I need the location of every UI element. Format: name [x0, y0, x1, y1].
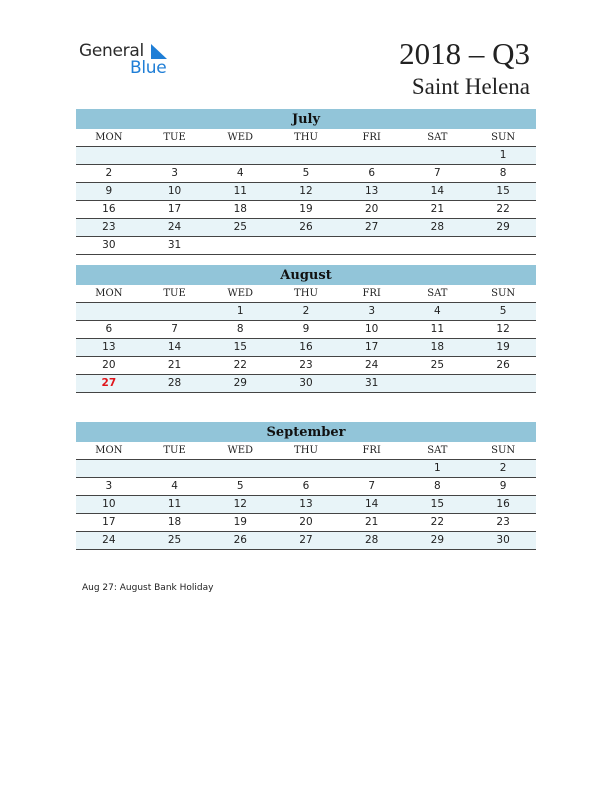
day-cell: 29	[207, 375, 273, 393]
day-cell: 30	[273, 375, 339, 393]
weekday-header-row	[76, 442, 536, 460]
day-cell: 15	[207, 339, 273, 357]
day-cell	[76, 303, 142, 321]
week-row	[76, 375, 536, 393]
day-cell: 10	[142, 183, 208, 201]
day-cell	[273, 460, 339, 478]
page-title: 2018 – Q3	[399, 36, 530, 71]
week-row	[76, 460, 536, 478]
day-cell: 19	[273, 201, 339, 219]
brand-logo	[79, 41, 179, 81]
day-cell: 27	[273, 532, 339, 550]
month-august	[76, 265, 536, 393]
week-row	[76, 219, 536, 237]
weekday-label: WED	[207, 285, 273, 303]
day-cell: 4	[405, 303, 471, 321]
day-cell	[405, 147, 471, 165]
day-cell: 28	[142, 375, 208, 393]
day-cell: 10	[76, 496, 142, 514]
week-row	[76, 147, 536, 165]
weekday-label: TUE	[142, 285, 208, 303]
day-cell: 11	[142, 496, 208, 514]
day-cell: 21	[339, 514, 405, 532]
day-cell: 8	[207, 321, 273, 339]
day-cell: 25	[405, 357, 471, 375]
day-cell: 17	[339, 339, 405, 357]
month-grid	[76, 129, 536, 255]
week-row	[76, 514, 536, 532]
week-row	[76, 357, 536, 375]
day-cell	[142, 303, 208, 321]
weekday-label: THU	[273, 442, 339, 460]
day-cell	[273, 237, 339, 255]
day-cell	[142, 147, 208, 165]
day-cell: 20	[273, 514, 339, 532]
day-cell: 18	[405, 339, 471, 357]
brand-blue-text: Blue	[130, 58, 167, 78]
day-cell: 28	[405, 219, 471, 237]
day-cell: 9	[76, 183, 142, 201]
weekday-header-row	[76, 285, 536, 303]
day-cell: 1	[207, 303, 273, 321]
day-cell: 14	[339, 496, 405, 514]
day-cell: 8	[405, 478, 471, 496]
day-cell: 14	[405, 183, 471, 201]
day-cell: 20	[76, 357, 142, 375]
day-cell: 9	[470, 478, 536, 496]
day-cell: 12	[207, 496, 273, 514]
day-cell: 26	[207, 532, 273, 550]
day-cell	[76, 147, 142, 165]
day-cell: 17	[76, 514, 142, 532]
day-cell: 3	[142, 165, 208, 183]
country-name: Saint Helena	[411, 74, 530, 99]
day-cell: 14	[142, 339, 208, 357]
day-cell	[339, 147, 405, 165]
day-cell: 24	[76, 532, 142, 550]
day-cell	[273, 147, 339, 165]
week-row	[76, 532, 536, 550]
day-cell	[405, 237, 471, 255]
weekday-label: MON	[76, 285, 142, 303]
week-row	[76, 339, 536, 357]
day-cell	[207, 147, 273, 165]
day-cell: 28	[339, 532, 405, 550]
day-cell: 22	[405, 514, 471, 532]
day-cell: 3	[339, 303, 405, 321]
day-cell	[207, 237, 273, 255]
day-cell: 26	[273, 219, 339, 237]
day-cell	[470, 237, 536, 255]
month-grid	[76, 442, 536, 550]
day-cell: 16	[470, 496, 536, 514]
weekday-label: SAT	[405, 442, 471, 460]
week-row	[76, 496, 536, 514]
weekday-label: FRI	[339, 129, 405, 147]
weekday-label: SAT	[405, 129, 471, 147]
day-cell: 7	[339, 478, 405, 496]
month-grid	[76, 285, 536, 393]
day-cell: 17	[142, 201, 208, 219]
day-cell: 24	[339, 357, 405, 375]
day-cell: 18	[207, 201, 273, 219]
day-cell: 21	[405, 201, 471, 219]
day-cell: 30	[76, 237, 142, 255]
week-row	[76, 303, 536, 321]
weekday-label: SUN	[470, 442, 536, 460]
day-cell: 11	[405, 321, 471, 339]
day-cell	[405, 375, 471, 393]
day-cell: 5	[207, 478, 273, 496]
month-july	[76, 109, 536, 255]
month-title: September	[76, 422, 536, 442]
day-cell: 23	[76, 219, 142, 237]
month-title: July	[76, 109, 536, 129]
day-cell: 25	[207, 219, 273, 237]
day-cell	[470, 375, 536, 393]
week-row	[76, 165, 536, 183]
weekday-label: WED	[207, 129, 273, 147]
day-cell: 2	[76, 165, 142, 183]
day-cell: 7	[405, 165, 471, 183]
day-cell: 27	[339, 219, 405, 237]
day-cell: 19	[207, 514, 273, 532]
day-cell: 1	[470, 147, 536, 165]
day-cell: 26	[470, 357, 536, 375]
day-cell	[339, 460, 405, 478]
day-cell: 18	[142, 514, 208, 532]
brand-general-text: General	[79, 41, 144, 61]
day-cell: 5	[273, 165, 339, 183]
day-cell: 19	[470, 339, 536, 357]
weekday-label: TUE	[142, 442, 208, 460]
weekday-label: SAT	[405, 285, 471, 303]
weekday-label: TUE	[142, 129, 208, 147]
day-cell: 7	[142, 321, 208, 339]
day-cell: 16	[76, 201, 142, 219]
day-cell: 31	[142, 237, 208, 255]
day-cell: 22	[470, 201, 536, 219]
day-cell: 2	[470, 460, 536, 478]
day-cell: 9	[273, 321, 339, 339]
week-row	[76, 237, 536, 255]
day-cell: 21	[142, 357, 208, 375]
week-row	[76, 478, 536, 496]
day-cell: 6	[76, 321, 142, 339]
weekday-label: FRI	[339, 285, 405, 303]
day-cell: 11	[207, 183, 273, 201]
week-row	[76, 183, 536, 201]
week-row	[76, 201, 536, 219]
day-cell: 27	[76, 375, 142, 393]
weekday-header-row	[76, 129, 536, 147]
day-cell: 4	[142, 478, 208, 496]
weekday-label: THU	[273, 129, 339, 147]
day-cell: 1	[405, 460, 471, 478]
month-title: August	[76, 265, 536, 285]
holiday-note: Aug 27: August Bank Holiday	[82, 583, 214, 593]
day-cell: 29	[470, 219, 536, 237]
day-cell: 20	[339, 201, 405, 219]
day-cell: 13	[339, 183, 405, 201]
day-cell: 13	[76, 339, 142, 357]
day-cell	[76, 460, 142, 478]
day-cell	[207, 460, 273, 478]
day-cell: 22	[207, 357, 273, 375]
day-cell: 12	[470, 321, 536, 339]
day-cell: 4	[207, 165, 273, 183]
weekday-label: MON	[76, 442, 142, 460]
day-cell: 6	[273, 478, 339, 496]
day-cell: 24	[142, 219, 208, 237]
day-cell: 5	[470, 303, 536, 321]
day-cell: 10	[339, 321, 405, 339]
day-cell: 15	[405, 496, 471, 514]
day-cell: 16	[273, 339, 339, 357]
day-cell: 23	[470, 514, 536, 532]
day-cell: 15	[470, 183, 536, 201]
day-cell: 31	[339, 375, 405, 393]
weekday-label: FRI	[339, 442, 405, 460]
weekday-label: SUN	[470, 285, 536, 303]
day-cell: 25	[142, 532, 208, 550]
day-cell	[142, 460, 208, 478]
day-cell: 3	[76, 478, 142, 496]
day-cell: 13	[273, 496, 339, 514]
day-cell: 8	[470, 165, 536, 183]
day-cell: 29	[405, 532, 471, 550]
day-cell: 30	[470, 532, 536, 550]
weekday-label: WED	[207, 442, 273, 460]
day-cell: 2	[273, 303, 339, 321]
weekday-label: THU	[273, 285, 339, 303]
weekday-label: MON	[76, 129, 142, 147]
day-cell	[339, 237, 405, 255]
day-cell: 12	[273, 183, 339, 201]
week-row	[76, 321, 536, 339]
month-september	[76, 422, 536, 550]
day-cell: 23	[273, 357, 339, 375]
day-cell: 6	[339, 165, 405, 183]
weekday-label: SUN	[470, 129, 536, 147]
